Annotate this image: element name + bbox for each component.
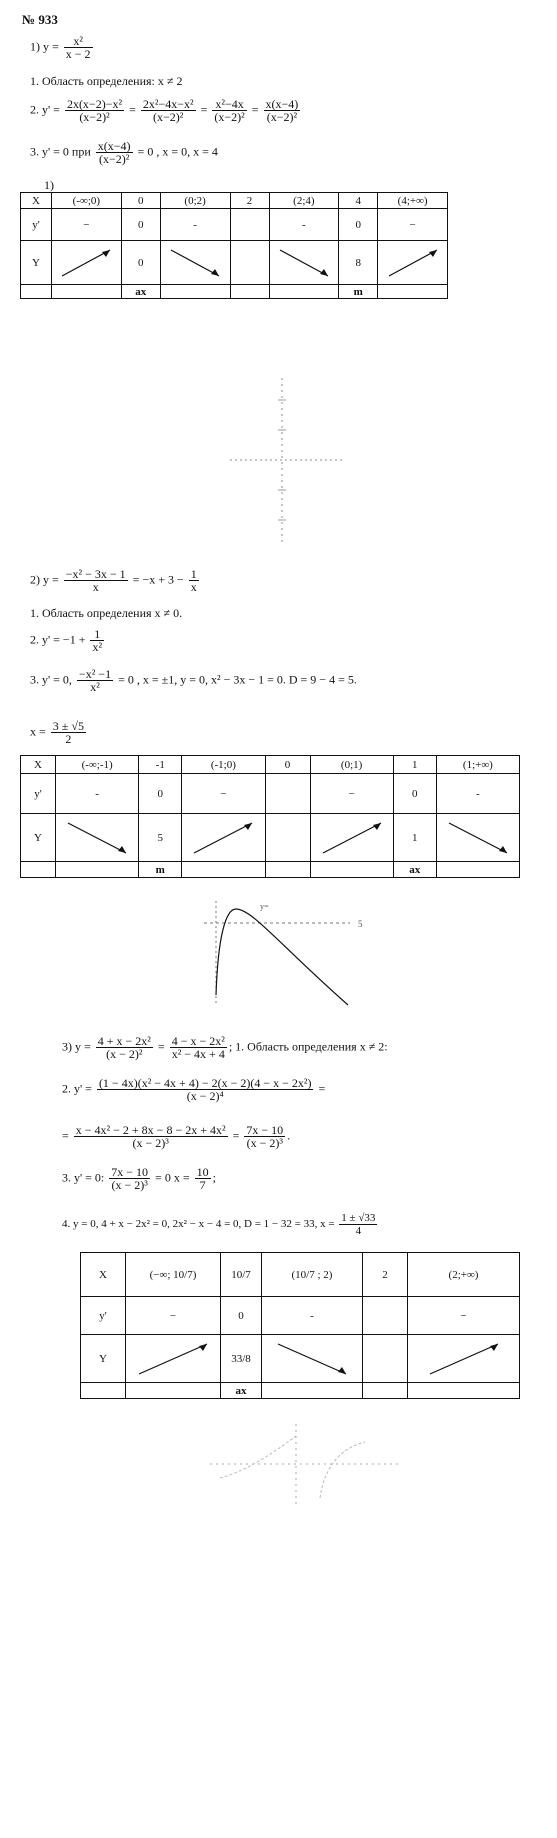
part3-derivative: 2. y' = $\frac{\text{(1 − 4x)(x² − 4x + 4) − 2(x − 2)(4 − x − 2x²)}}{\text{(x − 2)⁴}}$ = — [62, 1076, 326, 1103]
part1-domain: 1. Область определения: x ≠ 2 — [30, 74, 183, 88]
problem-number: № 933 — [22, 12, 58, 27]
part1-zeros: 3. y' = 0 при $\frac{x(x-4)}{\text{(x−2)²}}$ = 0 , x = 0, x = 4 — [30, 139, 218, 166]
arrow-down-icon — [262, 1335, 363, 1383]
arrow-up-icon — [52, 241, 122, 285]
part3-function: 3) y = $\frac{\text{4 + x − 2x²}}{\text{(x − 2)²}}$ = $\frac{\text{4 − x − 2x²}}{\text{x² − 4x + 4}}$ ; 1. Область определения x ≠ 2: — [62, 1034, 388, 1061]
graph-1 — [220, 370, 350, 550]
arrow-down-icon — [56, 814, 139, 862]
arrow-down-icon — [269, 241, 339, 285]
arrow-down-icon — [160, 241, 230, 285]
part2-function: 2) y = $\frac{\text{−x² − 3x − 1}}{x}$ = −x + 3 − $\frac{1}{x}$ — [30, 567, 197, 594]
graph-2 — [200, 895, 370, 1010]
part2-zeros: 3. y' = 0, $\frac{\text{−x² −1}}{\text{x²}}$ = 0 , x = ±1, y = 0, x² − 3x − 1 = 0. D = 9 − 4 = 5. — [30, 667, 357, 694]
part2-variation-table: X (-∞;-1) -1 (-1;0) 0 (0;1) 1 (1;+∞) y' - 0 − − 0 - Y 5 1 m ax — [20, 755, 520, 878]
part2-roots: x = $\frac{3 \pm √5}{2}$ — [30, 719, 84, 746]
part3-variation-table: X (−∞; 10/7) 10/7 (10/7 ; 2) 2 (2;+∞) y' − 0 - − Y 33/8 ax — [80, 1252, 520, 1399]
arrow-up-icon — [310, 814, 393, 862]
graph-3 — [200, 1418, 420, 1508]
part1-variation-table: X (-∞;0) 0 (0;2) 2 (2;4) 4 (4;+∞) y' − 0 - - 0 − Y 0 8 ax m — [20, 192, 448, 299]
arrow-up-icon — [378, 241, 448, 285]
arrow-up-icon — [182, 814, 265, 862]
graph-2-tick: 5 — [358, 919, 363, 929]
graph-2-label: y= — [260, 902, 269, 911]
part1-derivative: 2. y' = $\frac{\text{2x(x−2)−x²}}{\text{(x−2)²}}$ = $\frac{\text{2x²−4x−x²}}{\text{(x−2)²}}$ = $\frac{\text{x²−4x}}{\text{(x−2)²}}$ = $\frac{x(x-4)}{\text{(x−2)²}}$ — [30, 97, 299, 124]
part1-function: 1) y = $\frac{\text{x²}}{x - 2}$ — [30, 34, 91, 61]
part3-zeros: 3. y' = 0: $\frac{7x - 10}{\text{(x − 2)³}}$ = 0 x = $\frac{10}{7}$ ; — [62, 1165, 216, 1192]
part2-derivative: 2. y' = −1 + $\frac{1}{\text{x²}}$ — [30, 627, 103, 654]
arrow-down-icon — [436, 814, 519, 862]
arrow-up-icon — [126, 1335, 221, 1383]
part3-roots: 4. y = 0, 4 + x − 2x² = 0, 2x² − x − 4 = 0, D = 1 − 32 = 33, x = $\frac{1 \pm √33}{4}$ — [62, 1212, 376, 1237]
part2-domain: 1. Область определения x ≠ 0. — [30, 606, 183, 620]
arrow-up-icon — [408, 1335, 520, 1383]
part3-simplify: = $\frac{\text{x − 4x² − 2 + 8x − 8 − 2x + 4x²}}{\text{(x − 2)³}}$ = $\frac{7x - 10}{\text{(x − 2)³}}$ . — [62, 1123, 291, 1150]
part1-table-label: 1) — [44, 178, 54, 192]
